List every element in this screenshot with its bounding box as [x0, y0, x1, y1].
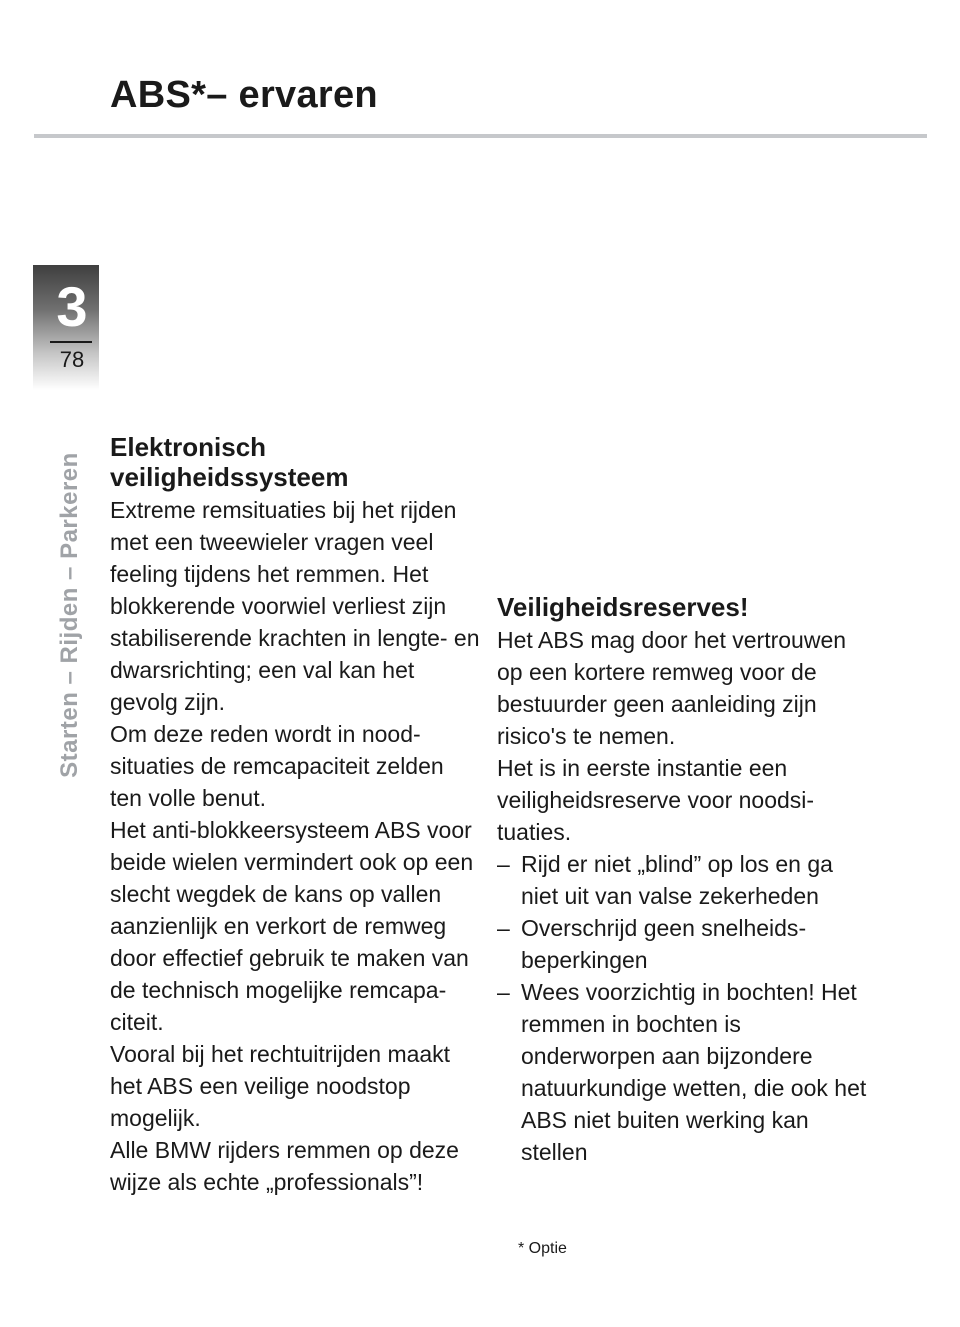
list-item-text: Wees voorzichtig in bochten! Het remmen in bochten is onderworpen aan bijzondere natuurkundige wetten, die ook het ABS niet buiten werking kan stellen	[521, 979, 867, 1165]
paragraph: Extreme remsituaties bij het rijden met een tweewieler vragen veel feeling tijdens het remmen. Het blokkerende voorwiel verliest zijn stabiliserende krachten in lengte- en dwarsrichting; een val kan het gevolg zijn.	[110, 497, 480, 715]
paragraph: Alle BMW rijders remmen op deze wijze als echte „professionals”!	[110, 1137, 459, 1195]
list-item	[497, 976, 872, 1168]
safety-tips-list	[497, 848, 872, 1168]
side-chapter-label: Starten – Rijden – Parkeren	[56, 452, 83, 778]
paragraph: Om deze reden wordt in noodsituaties de remcapaciteit zelden ten volle benut.	[110, 721, 444, 811]
chapter-tab	[33, 265, 99, 390]
footnote-option: * Optie	[518, 1240, 567, 1257]
right-column	[497, 592, 872, 1168]
chapter-number: 3	[56, 275, 88, 338]
section-heading-safety-reserves: Veiligheidsreserves!	[497, 592, 749, 622]
paragraph: Vooral bij het rechtuitrijden maakt het ABS een veilige noodstop mogelijk.	[110, 1041, 451, 1131]
list-item	[497, 848, 872, 912]
paragraph: Het ABS mag door het vertrouwen op een kortere remweg voor de bestuurder geen aanleiding zijn risico's te nemen.	[497, 627, 847, 749]
list-item-text: Overschrijd geen snelheidsbeperkingen	[521, 915, 807, 973]
dash-bullet-icon: –	[497, 851, 510, 877]
left-column	[110, 432, 480, 1198]
list-item-text: Rijd er niet „blind” op los en ga niet uit van valse zekerheden	[521, 851, 833, 909]
section-heading-electronic-safety: Elektronisch veiligheidssysteem	[110, 432, 349, 492]
page-title: ABS*– ervaren	[110, 74, 378, 116]
list-item	[497, 912, 872, 976]
dash-bullet-icon: –	[497, 915, 510, 941]
paragraph: Het is in eerste instantie een veiligheidsreserve voor noodsituaties.	[497, 755, 815, 845]
dash-bullet-icon: –	[497, 979, 510, 1005]
page-number: 78	[59, 347, 85, 372]
header-divider	[34, 134, 927, 138]
chapter-tab-divider	[50, 341, 92, 343]
paragraph: Het anti-blokkeersysteem ABS voor beide wielen vermindert ook op een slecht wegdek de kans op vallen aanzienlijk en verkort de remweg door effectief gebruik te maken van de technisch mogelijke remcapaciteit.	[110, 817, 474, 1035]
